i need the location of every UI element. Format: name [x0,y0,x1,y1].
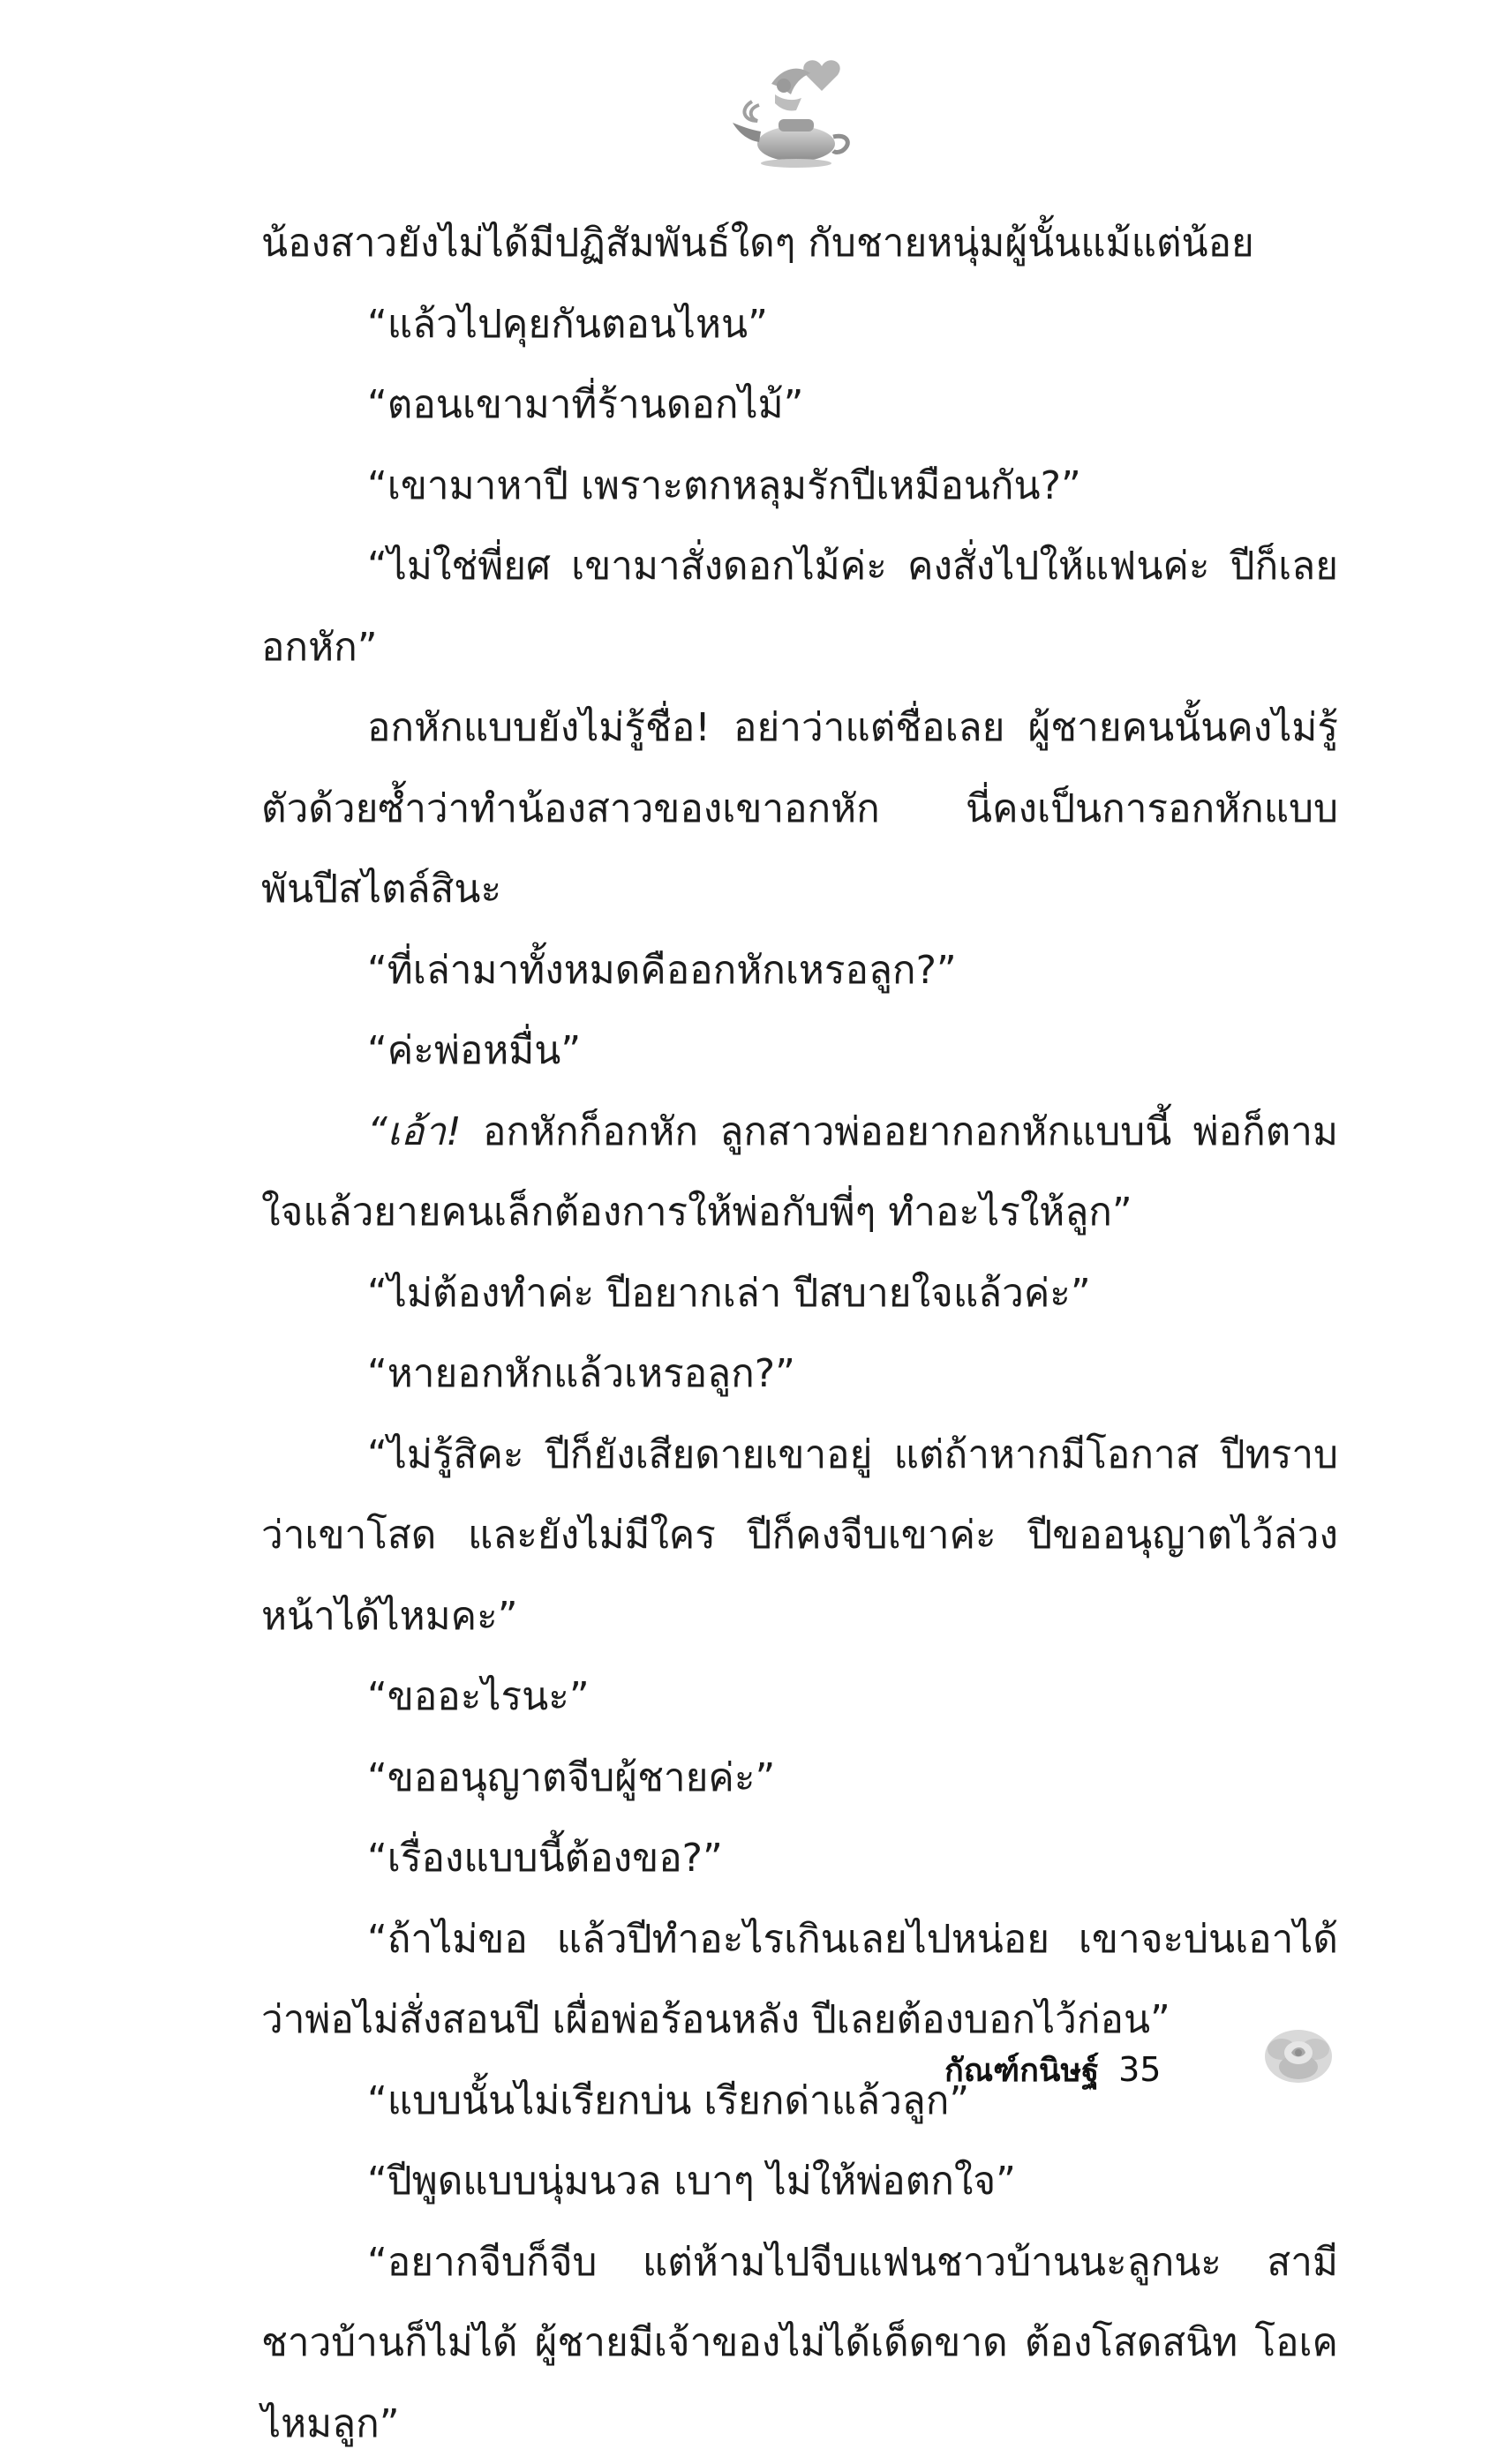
rose-icon [1262,2023,1335,2086]
dialogue-line: “แล้วไปคุยกันตอนไหน” [261,284,1338,365]
dialogue-line: “ถ้าไม่ขอ แล้วปีทำอะไรเกินเลยไปหน่อย เขาจะบ่นเอาได้ว่าพ่อไม่สั่งสอนปี เผื่อพ่อร้อนหลัง ปีเลยต้องบอกไว้ก่อน” [261,1899,1338,2061]
page-footer [944,2030,1161,2109]
dialogue-line: “ขออะไรนะ” [261,1656,1338,1738]
dialogue-line: “ไม่ใช่พี่ยศ เขามาสั่งดอกไม้ค่ะ คงสั่งไปให้แฟนค่ะ ปีก็เลยอกหัก” [261,526,1338,687]
dialogue-line: “ไม่รู้สิคะ ปีก็ยังเสียดายเขาอยู่ แต่ถ้าหากมีโอกาส ปีทราบว่าเขาโสด และยังไม่มีใคร ปีก็คงจีบเขาค่ะ ปีขออนุญาตไว้ล่วงหน้าได้ไหมคะ” [261,1415,1338,1657]
dialogue-line [261,1092,1338,1253]
dialogue-line: “ค่ะพ่อหมื่น” [261,1010,1338,1092]
dialogue-line: “ที่เล่ามาทั้งหมดคืออกหักเหรอลูก?” [261,930,1338,1011]
dialogue-text: อกหักก็อกหัก ลูกสาวพ่ออยากอกหักแบบนี้ พ่อก็ตามใจแล้วยายคนเล็กต้องการให้พ่อกับพี่ๆ ทำอะไรให้ลูก” [261,1109,1338,1236]
dialogue-line: “ขออนุญาตจีบผู้ชายค่ะ” [261,1738,1338,1819]
page-number: 35 [1118,2050,1161,2089]
teapot-cupid-ornament-icon [720,49,861,181]
body-text [261,203,1338,2464]
dialogue-line: “อยากจีบก็จีบ แต่ห้ามไปจีบแฟนชาวบ้านนะลูกนะ สามีชาวบ้านก็ไม่ได้ ผู้ชายมีเจ้าของไม่ได้เด็ดขาด ต้องโสดสนิท โอเคไหมลูก” [261,2222,1338,2464]
italic-exclamation: “เอ้า! [367,1109,462,1154]
narration-paragraph: อกหักแบบยังไม่รู้ชื่อ! อย่าว่าแต่ชื่อเลย ผู้ชายคนนั้นคงไม่รู้ตัวด้วยซ้ำว่าทำน้องสาวของเขาอกหัก นี่คงเป็นการอกหักแบบพันปีสไตล์สินะ [261,687,1338,930]
dialogue-line: “เรื่องแบบนี้ต้องขอ?” [261,1818,1338,1899]
dialogue-line: “แบบนั้นไม่เรียกบ่น เรียกด่าแล้วลูก” [261,2061,1338,2142]
paragraph: น้องสาวยังไม่ได้มีปฏิสัมพันธ์ใดๆ กับชายหนุ่มผู้นั้นแม้แต่น้อย [261,203,1338,284]
dialogue-line: “ไม่ต้องทำค่ะ ปีอยากเล่า ปีสบายใจแล้วค่ะ” [261,1253,1338,1334]
dialogue-line: “เขามาหาปี เพราะตกหลุมรักปีเหมือนกัน?” [261,446,1338,527]
author-name: กัณฑ์กนิษฐ์ [944,2045,1099,2095]
dialogue-line: “ตอนเขามาที่ร้านดอกไม้” [261,364,1338,446]
dialogue-line: “ปีพูดแบบนุ่มนวล เบาๆ ไม่ให้พ่อตกใจ” [261,2141,1338,2222]
dialogue-line: “หายอกหักแล้วเหรอลูก?” [261,1333,1338,1415]
